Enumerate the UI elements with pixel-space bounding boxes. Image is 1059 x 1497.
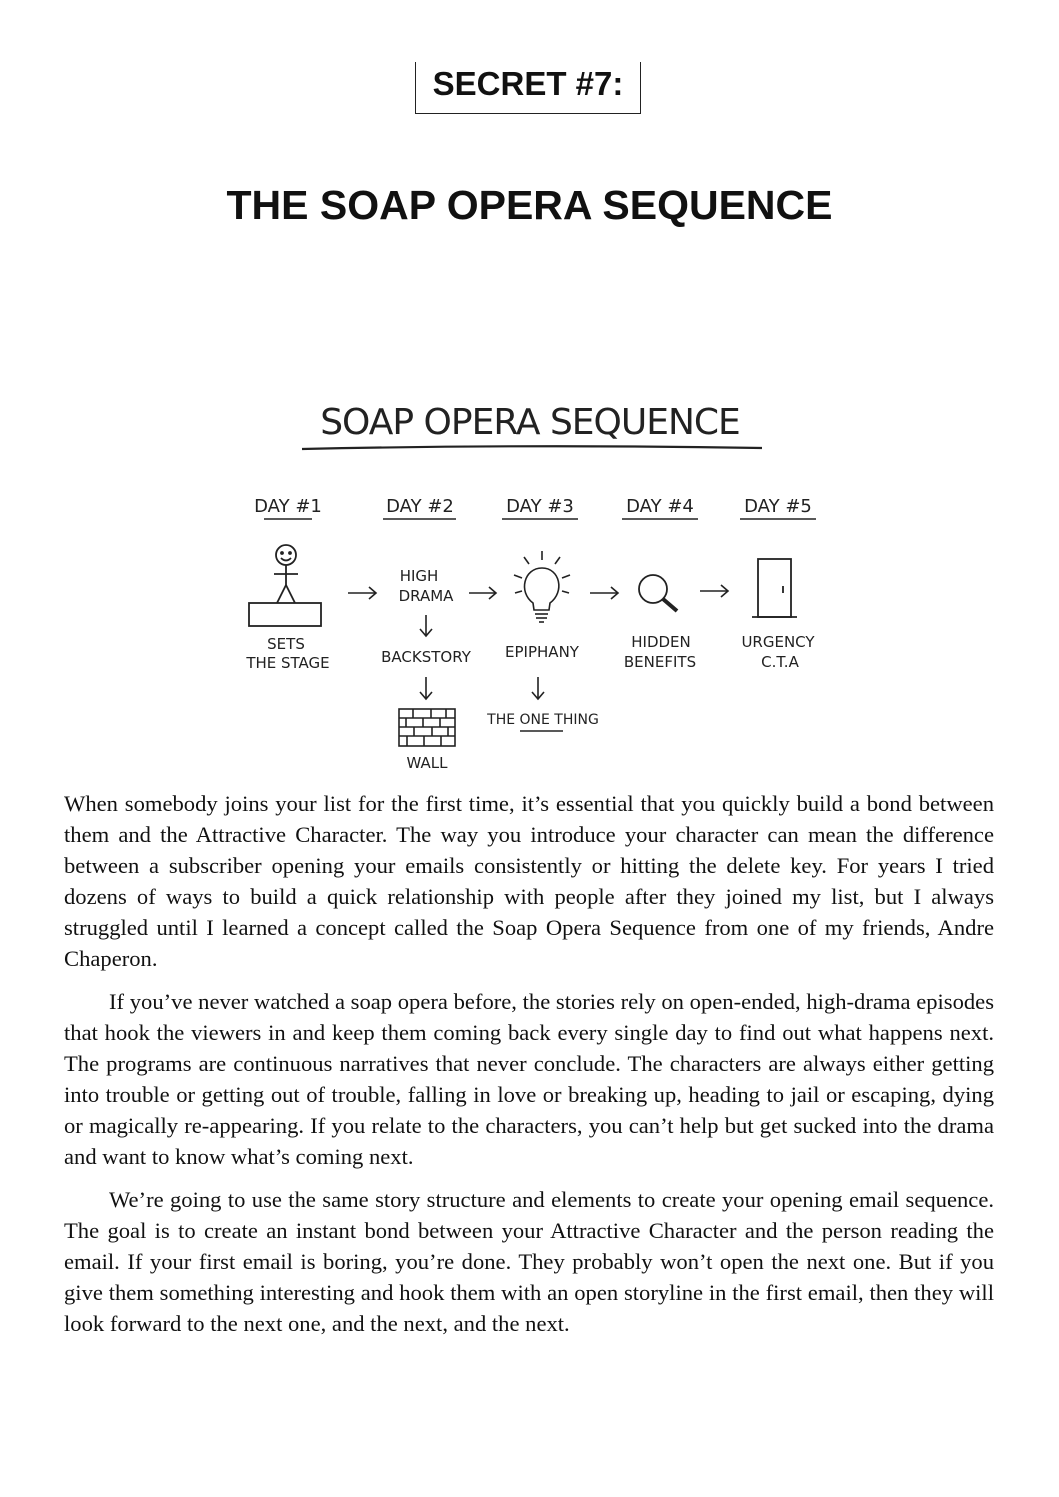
soap-opera-diagram (230, 392, 830, 777)
stick-figure-icon (274, 545, 298, 603)
secret-number-label: SECRET #7: (415, 62, 641, 114)
backstory-label: BACKSTORY (381, 648, 471, 666)
brick-wall-icon (399, 709, 455, 746)
high-drama-label-line1: HIGH (399, 567, 439, 585)
door-icon (752, 559, 797, 617)
diagram-title: SOAP OPERA SEQUENCE (320, 402, 740, 443)
sets-stage-label-line2: THE STAGE (246, 654, 330, 672)
stage-icon (249, 603, 321, 626)
chapter-title: THE SOAP OPERA SEQUENCE (226, 182, 833, 228)
wall-label: WALL (406, 754, 448, 772)
hidden-benefits-label-line1: HIDDEN (631, 633, 691, 651)
paragraph-2: If you’ve never watched a soap opera before, the stories rely on open-ended, high-drama episodes that hook the viewers in and keep them coming back every single day to find out what happens next. The programs are continuous narratives that never conclude. The characters are always either getting into trouble or getting out of trouble, falling in love or breaking up, heading to jail or escaping, dying or magically re-appearing. If you relate to the characters, you can’t help but get sucked into the drama and want to know what’s coming next. (64, 989, 994, 1169)
paragraph-1: When somebody joins your list for the first time, it’s essential that you quickly build a bond between them and the Attractive Character. The way you introduce your character can mean the difference between a subscriber opening your emails consistently or hitting the delete key. For years I tried dozens of ways to build a quick relationship with people after they joined my list, but I always struggled until I learned a concept called the Soap Opera Sequence from one of my friends, Andre Chaperon. (64, 791, 994, 971)
day-label-1: DAY #1 (254, 496, 322, 517)
lightbulb-icon (514, 551, 570, 622)
day-label-3: DAY #3 (506, 496, 574, 517)
day-label-4: DAY #4 (626, 496, 694, 517)
magnifying-glass-icon (639, 575, 677, 611)
hidden-benefits-label-line2: BENEFITS (623, 653, 697, 671)
urgency-label-line2: C.T.A (761, 653, 799, 671)
one-thing-label: THE ONE THING (487, 712, 599, 728)
day-label-2: DAY #2 (386, 496, 454, 517)
title-underline (302, 446, 762, 449)
urgency-label-line1: URGENCY (741, 633, 815, 651)
high-drama-label-line2: DRAMA (398, 587, 454, 605)
body-text (64, 788, 994, 1351)
day-label-5: DAY #5 (744, 496, 812, 517)
paragraph-3: We’re going to use the same story structure and elements to create your opening email sequence. The goal is to create an instant bond between your Attractive Character and the person reading the email. If your first email is boring, you’re done. They probably won’t open the next one. But if you give them something interesting and hook them with an open storyline in the first email, then they will look forward to the next one, and the next, and the next. (64, 1187, 994, 1336)
epiphany-label: EPIPHANY (505, 643, 579, 661)
sets-stage-label-line1: SETS (267, 635, 305, 653)
